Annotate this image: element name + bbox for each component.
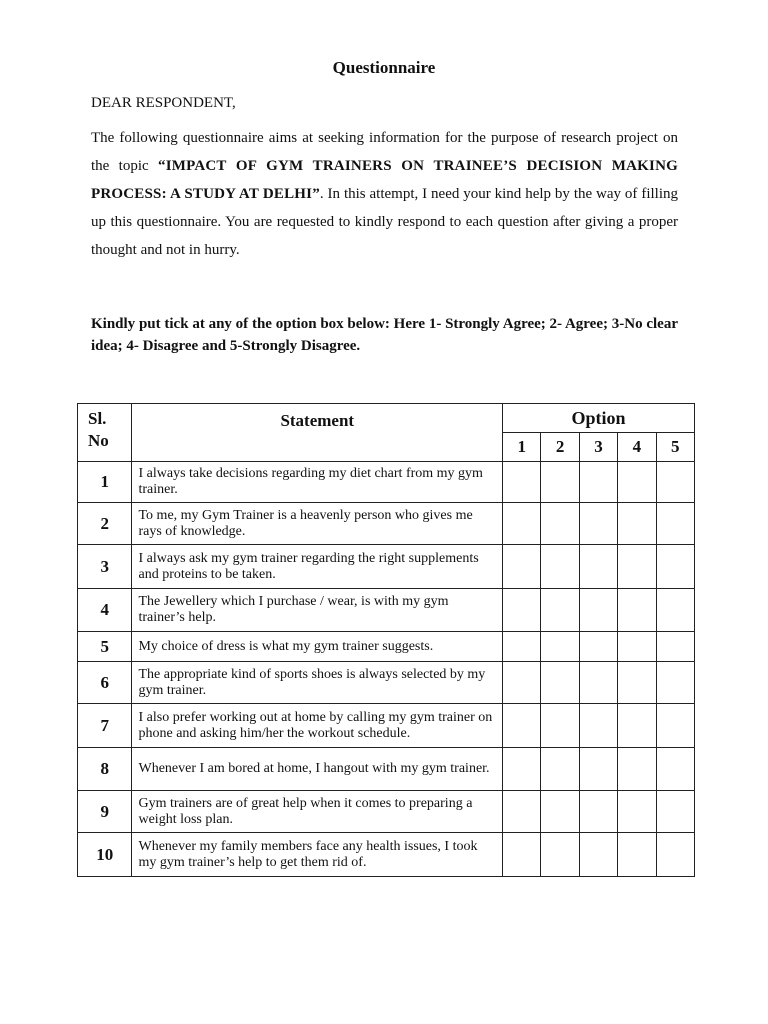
research-topic: “IMPACT OF GYM TRAINERS ON TRAINEE’S DECISION MAKING PROCESS: A STUDY AT DELHI” <box>91 158 678 202</box>
table-row <box>78 632 695 662</box>
row-number: 2 <box>78 503 132 545</box>
salutation: DEAR RESPONDENT, <box>91 95 236 111</box>
option-number-4: 4 <box>618 433 656 462</box>
sl-header-line-2: No <box>88 431 109 450</box>
option-tick-box-4[interactable] <box>618 704 656 748</box>
option-tick-box-5[interactable] <box>656 748 694 791</box>
table-row <box>78 833 695 877</box>
sl-header-line-1: Sl. <box>88 409 107 428</box>
option-tick-box-4[interactable] <box>618 589 656 632</box>
intro-text-2: . In this attempt, I need your kind help by the way of filling up this questionnaire. You are requested to kindly respond to each question after giving a proper thought and not in hurry. <box>91 186 678 258</box>
statement-text: The Jewellery which I purchase / wear, is with my gym trainer’s help. <box>132 589 503 632</box>
option-tick-box-3[interactable] <box>579 791 617 833</box>
option-number-1: 1 <box>503 433 541 462</box>
option-tick-box-5[interactable] <box>656 833 694 877</box>
option-tick-box-2[interactable] <box>541 748 579 791</box>
option-header: Option <box>503 404 695 433</box>
option-tick-box-3[interactable] <box>579 662 617 704</box>
row-number: 8 <box>78 748 132 791</box>
statement-rows <box>78 462 695 877</box>
option-tick-box-4[interactable] <box>618 748 656 791</box>
row-number: 4 <box>78 589 132 632</box>
option-tick-box-5[interactable] <box>656 791 694 833</box>
option-tick-box-5[interactable] <box>656 462 694 503</box>
option-tick-box-3[interactable] <box>579 462 617 503</box>
option-tick-box-2[interactable] <box>541 545 579 589</box>
option-tick-box-3[interactable] <box>579 833 617 877</box>
option-number-3: 3 <box>579 433 617 462</box>
statement-text: Whenever I am bored at home, I hangout with my gym trainer. <box>132 748 503 791</box>
table-row <box>78 462 695 503</box>
option-tick-box-2[interactable] <box>541 833 579 877</box>
page-title: Questionnaire <box>332 58 436 77</box>
option-tick-box-1[interactable] <box>503 632 541 662</box>
option-tick-box-5[interactable] <box>656 503 694 545</box>
option-tick-box-3[interactable] <box>579 704 617 748</box>
statement-text: My choice of dress is what my gym trainer suggests. <box>132 632 503 662</box>
statement-text: Gym trainers are of great help when it comes to preparing a weight loss plan. <box>132 791 503 833</box>
option-tick-box-2[interactable] <box>541 791 579 833</box>
statement-text: I always ask my gym trainer regarding the right supplements and proteins to be taken. <box>132 545 503 589</box>
instruction-text: Kindly put tick at any of the option box below: Here 1- Strongly Agree; 2- Agree; 3-No clear idea; 4- Disagree and 5-Strongly Disagree. <box>91 316 678 354</box>
option-tick-box-4[interactable] <box>618 662 656 704</box>
option-tick-box-1[interactable] <box>503 662 541 704</box>
row-number: 7 <box>78 704 132 748</box>
statement-header: Statement <box>132 404 503 462</box>
row-number: 6 <box>78 662 132 704</box>
row-number: 1 <box>78 462 132 503</box>
option-tick-box-1[interactable] <box>503 791 541 833</box>
option-tick-box-2[interactable] <box>541 503 579 545</box>
questionnaire-table <box>77 403 695 877</box>
option-tick-box-3[interactable] <box>579 545 617 589</box>
table-row <box>78 503 695 545</box>
statement-text: To me, my Gym Trainer is a heavenly person who gives me rays of knowledge. <box>132 503 503 545</box>
row-number: 5 <box>78 632 132 662</box>
row-number: 9 <box>78 791 132 833</box>
option-number-2: 2 <box>541 433 579 462</box>
option-tick-box-4[interactable] <box>618 545 656 589</box>
option-tick-box-1[interactable] <box>503 462 541 503</box>
option-tick-box-1[interactable] <box>503 545 541 589</box>
option-tick-box-1[interactable] <box>503 589 541 632</box>
option-tick-box-5[interactable] <box>656 632 694 662</box>
table-row <box>78 662 695 704</box>
option-tick-box-2[interactable] <box>541 589 579 632</box>
option-tick-box-4[interactable] <box>618 833 656 877</box>
option-tick-box-4[interactable] <box>618 791 656 833</box>
table-row <box>78 791 695 833</box>
intro-paragraph <box>91 124 678 264</box>
statement-text: I also prefer working out at home by calling my gym trainer on phone and asking him/her the workout schedule. <box>132 704 503 748</box>
row-number: 3 <box>78 545 132 589</box>
option-tick-box-4[interactable] <box>618 462 656 503</box>
table-row <box>78 704 695 748</box>
option-tick-box-5[interactable] <box>656 589 694 632</box>
option-tick-box-2[interactable] <box>541 632 579 662</box>
table-row <box>78 748 695 791</box>
option-tick-box-4[interactable] <box>618 503 656 545</box>
statement-text: I always take decisions regarding my diet chart from my gym trainer. <box>132 462 503 503</box>
sl-no-header <box>78 404 132 462</box>
option-tick-box-1[interactable] <box>503 503 541 545</box>
option-tick-box-3[interactable] <box>579 748 617 791</box>
option-tick-box-2[interactable] <box>541 704 579 748</box>
statement-text: The appropriate kind of sports shoes is always selected by my gym trainer. <box>132 662 503 704</box>
option-tick-box-3[interactable] <box>579 589 617 632</box>
option-number-5: 5 <box>656 433 694 462</box>
table-row <box>78 589 695 632</box>
option-tick-box-5[interactable] <box>656 662 694 704</box>
option-tick-box-3[interactable] <box>579 503 617 545</box>
option-tick-box-1[interactable] <box>503 748 541 791</box>
option-tick-box-3[interactable] <box>579 632 617 662</box>
table-row <box>78 545 695 589</box>
option-tick-box-5[interactable] <box>656 704 694 748</box>
statement-text: Whenever my family members face any health issues, I took my gym trainer’s help to get them rid of. <box>132 833 503 877</box>
option-tick-box-2[interactable] <box>541 462 579 503</box>
option-tick-box-1[interactable] <box>503 704 541 748</box>
table-header-row <box>78 404 695 433</box>
option-tick-box-5[interactable] <box>656 545 694 589</box>
option-tick-box-2[interactable] <box>541 662 579 704</box>
option-tick-box-1[interactable] <box>503 833 541 877</box>
intro-text-1: The following questionnaire aims at seeking information for the purpose of research project on the topic <box>91 130 678 174</box>
row-number: 10 <box>78 833 132 877</box>
option-tick-box-4[interactable] <box>618 632 656 662</box>
